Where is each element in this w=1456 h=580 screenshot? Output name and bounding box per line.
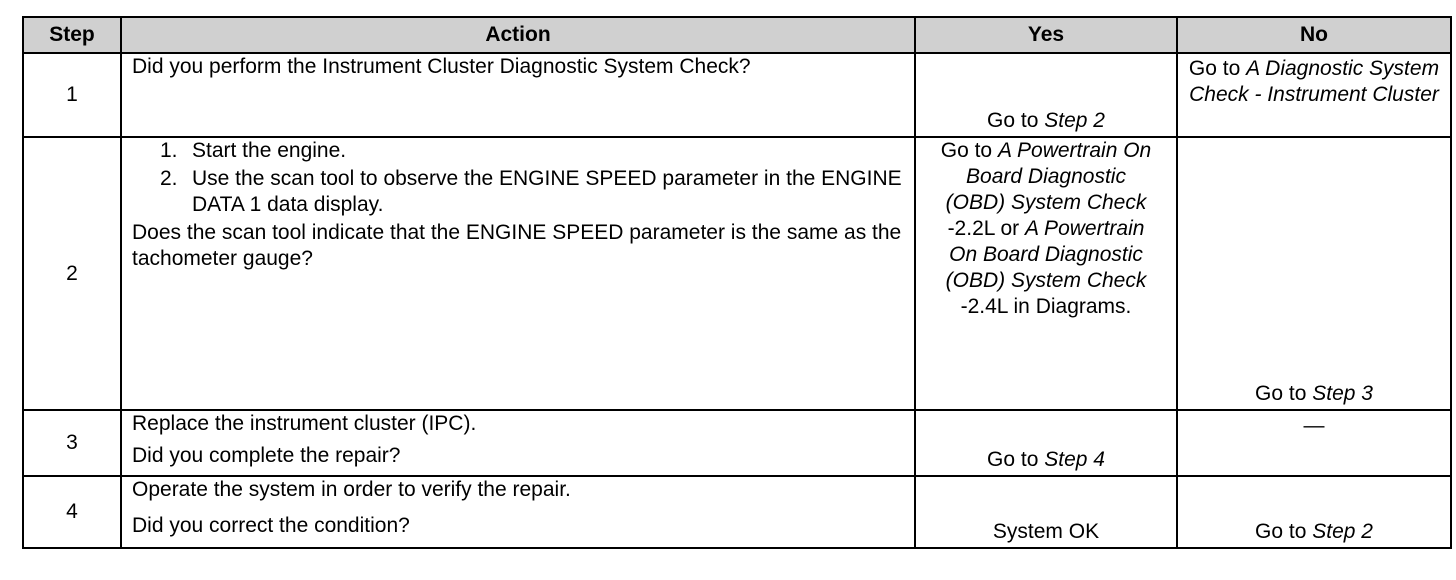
no-cell: Go to Step 2 [1177,476,1451,548]
step-link[interactable]: Step 4 [1044,448,1105,471]
header-row [23,17,1451,53]
action-cell [121,410,915,476]
action-cell [121,137,915,410]
list-item: 1. Start the engine. [160,139,347,162]
system-ok-text: System OK [992,520,1100,543]
procedure-link[interactable]: A Diagnostic System Check - Instrument Cluster [1189,57,1440,106]
header-step: Step [23,17,121,53]
step-number: 1 [23,53,121,137]
header-no: No [1177,17,1451,53]
no-cell [1177,410,1451,476]
action-cell [121,53,915,137]
list-item: 2. Use the scan tool to observe the ENGINE SPEED parameter in the ENGINE DATA 1 data display. [160,167,902,216]
step-number: 3 [23,410,121,476]
question-text: Does the scan tool indicate that the ENGINE SPEED parameter is the same as the tachometer gauge? [132,221,902,270]
step-number: 4 [23,476,121,548]
step-link[interactable]: Step 2 [1312,520,1373,543]
question-text: Did you complete the repair? [132,444,401,467]
table-row [23,137,1451,410]
table-row [23,53,1451,137]
yes-cell [915,476,1177,548]
question-text: Did you correct the condition? [132,514,410,537]
instruction-text: Replace the instrument cluster (IPC). [132,412,477,435]
action-cell [121,476,915,548]
instruction-text: Operate the system in order to verify the repair. [132,478,571,501]
yes-cell: Go to Step 2 [915,53,1177,137]
yes-cell: Go to Step 4 [915,410,1177,476]
step-link[interactable]: Step 3 [1312,382,1373,405]
empty-dash: — [1303,414,1325,437]
header-yes: Yes [915,17,1177,53]
no-cell: Go to Step 3 [1177,137,1451,410]
step-link[interactable]: Step 2 [1044,109,1105,132]
no-cell: Go to A Diagnostic System Check - Instrument Cluster [1177,53,1451,137]
header-action: Action [121,17,915,53]
procedure-link[interactable]: A Powertrain On Board Diagnostic (OBD) System Check [945,217,1147,292]
diagnostic-table [22,16,1452,549]
yes-cell: Go to A Powertrain On Board Diagnostic (OBD) System Check -2.2L or A Powertrain On Board Diagnostic (OBD) System Check -2.4L in Diagrams. [915,137,1177,410]
step-number: 2 [23,137,121,410]
procedure-link[interactable]: A Powertrain On Board Diagnostic (OBD) System Check [945,139,1152,214]
question-text: Did you perform the Instrument Cluster Diagnostic System Check? [132,55,751,78]
table-row [23,476,1451,548]
table-row [23,410,1451,476]
